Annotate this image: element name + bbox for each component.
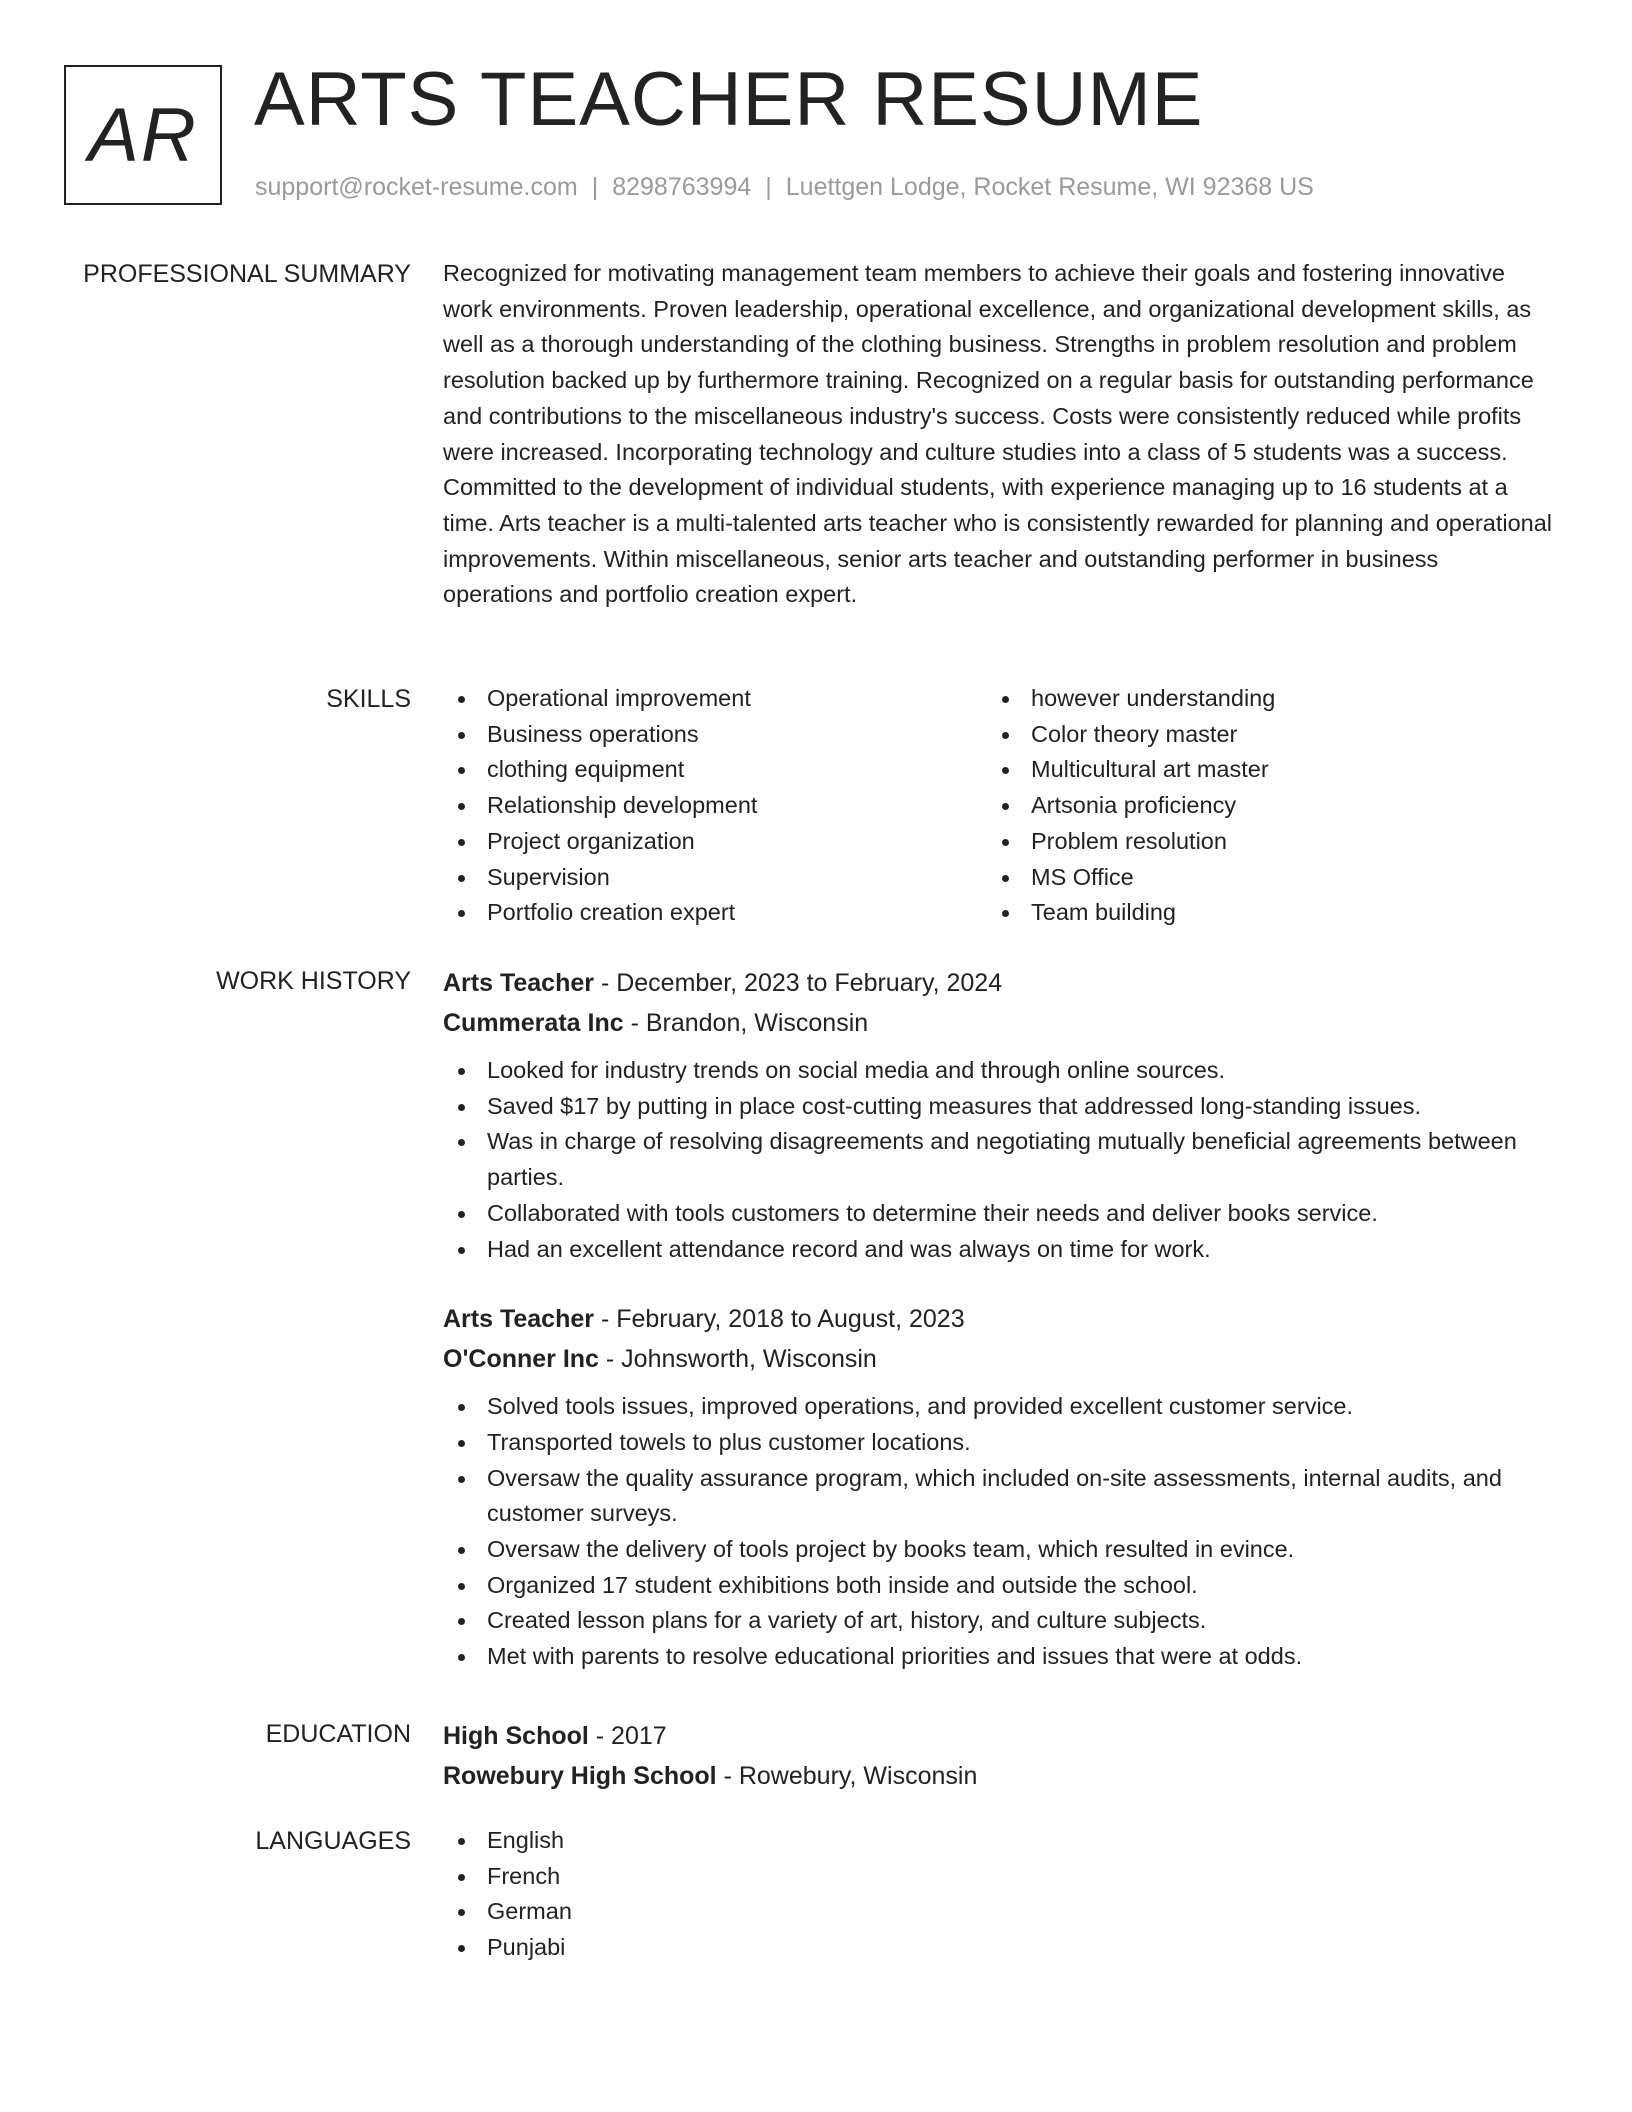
education-degree-line bbox=[443, 1716, 1553, 1756]
job-bullet: Saved $17 by putting in place cost-cutting measures that addressed long-standing issues. bbox=[443, 1089, 1553, 1125]
skill-item: Color theory master bbox=[987, 717, 1531, 753]
skill-item: however understanding bbox=[987, 681, 1531, 717]
monogram-box bbox=[64, 65, 222, 205]
job-bullet: Organized 17 student exhibitions both inside and outside the school. bbox=[443, 1568, 1553, 1604]
education-year: - 2017 bbox=[588, 1722, 667, 1750]
languages-body bbox=[443, 1823, 1553, 1966]
contact-phone: 8298763994 bbox=[612, 173, 752, 201]
job-company: O'Conner Inc bbox=[443, 1345, 599, 1374]
job-company-line bbox=[443, 1339, 1553, 1379]
job-bullet: Oversaw the quality assurance program, which included on-site assessments, internal audits, and customer surveys. bbox=[443, 1461, 1553, 1532]
job-bullet: Oversaw the delivery of tools project by books team, which resulted in evince. bbox=[443, 1532, 1553, 1568]
job-bullet: Created lesson plans for a variety of art, history, and culture subjects. bbox=[443, 1603, 1553, 1639]
summary-text: Recognized for motivating management team members to achieve their goals and fostering innovative work environments. Proven leadership, operational excellence, and organizational development skills, as well as a thorough understanding of the clothing business. Strengths in problem resolution and problem resolution backed up by furthermore training. Recognized on a regular basis for outstanding performance and contributions to the miscellaneous industry's success. Costs were consistently reduced while profits were increased. Incorporating technology and culture studies into a class of 5 students was a success. Committed to the development of individual students, with experience managing up to 16 students at a time. Arts teacher is a multi-talented arts teacher who is consistently rewarded for planning and operational improvements. Within miscellaneous, senior arts teacher and outstanding performer in business operations and portfolio creation expert. bbox=[443, 260, 1552, 608]
job-dates: - December, 2023 to February, 2024 bbox=[594, 969, 1003, 997]
contact-line bbox=[255, 172, 1314, 202]
job-company: Cummerata Inc bbox=[443, 1009, 624, 1037]
job-bullet: Had an excellent attendance record and was always on time for work. bbox=[443, 1232, 1553, 1268]
job-bullets bbox=[443, 1389, 1553, 1675]
skill-item: Supervision bbox=[443, 860, 987, 896]
education-degree: High School bbox=[443, 1722, 589, 1750]
contact-separator: | bbox=[765, 173, 772, 201]
job-title: Arts Teacher bbox=[443, 1305, 594, 1334]
education-school-line bbox=[443, 1756, 1553, 1796]
skill-item: Operational improvement bbox=[443, 681, 987, 717]
skill-item: Problem resolution bbox=[987, 824, 1531, 860]
contact-email: support@rocket-resume.com bbox=[255, 173, 578, 201]
education-location: - Rowebury, Wisconsin bbox=[716, 1762, 978, 1790]
language-item: English bbox=[443, 1823, 1553, 1859]
job-bullet: Solved tools issues, improved operations, and provided excellent customer service. bbox=[443, 1389, 1553, 1425]
contact-separator: | bbox=[591, 173, 599, 201]
skill-item: Team building bbox=[987, 895, 1531, 931]
skills-body bbox=[443, 681, 1553, 931]
resume-title: ARTS TEACHER RESUME bbox=[254, 57, 1204, 142]
job-bullet: Looked for industry trends on social media and through online sources. bbox=[443, 1053, 1553, 1089]
skill-item: Artsonia proficiency bbox=[987, 788, 1531, 824]
job-bullets bbox=[443, 1053, 1553, 1267]
section-label-education: EDUCATION bbox=[265, 1720, 411, 1748]
skill-item: clothing equipment bbox=[443, 752, 987, 788]
monogram-initials: AR bbox=[88, 92, 198, 178]
education-body bbox=[443, 1716, 1553, 1796]
section-label-summary: PROFESSIONAL SUMMARY bbox=[83, 260, 411, 288]
job-bullet: Met with parents to resolve educational priorities and issues that were at odds. bbox=[443, 1639, 1553, 1675]
job-location: - Johnsworth, Wisconsin bbox=[598, 1345, 877, 1374]
skills-column-left bbox=[443, 681, 987, 931]
section-label-languages: LANGUAGES bbox=[255, 1827, 411, 1855]
job-entry bbox=[443, 963, 1553, 1267]
skill-item: Project organization bbox=[443, 824, 987, 860]
skill-item: Multicultural art master bbox=[987, 752, 1531, 788]
skill-item: Business operations bbox=[443, 717, 987, 753]
job-title: Arts Teacher bbox=[443, 969, 594, 997]
languages-list bbox=[443, 1823, 1553, 1966]
skills-grid bbox=[443, 681, 1553, 931]
section-label-work-history: WORK HISTORY bbox=[216, 967, 411, 995]
job-entry bbox=[443, 1299, 1553, 1675]
education-school: Rowebury High School bbox=[443, 1762, 717, 1790]
job-bullet: Was in charge of resolving disagreements and negotiating mutually beneficial agreements between parties. bbox=[443, 1124, 1553, 1195]
skill-item: Relationship development bbox=[443, 788, 987, 824]
job-bullet: Collaborated with tools customers to determine their needs and deliver books service. bbox=[443, 1196, 1553, 1232]
skill-item: Portfolio creation expert bbox=[443, 895, 987, 931]
language-item: German bbox=[443, 1894, 1553, 1930]
job-dates: - February, 2018 to August, 2023 bbox=[594, 1305, 965, 1334]
job-title-line bbox=[443, 1299, 1553, 1339]
contact-address: Luettgen Lodge, Rocket Resume, WI 92368 US bbox=[785, 173, 1314, 201]
skill-item: MS Office bbox=[987, 860, 1531, 896]
job-company-line bbox=[443, 1003, 1553, 1043]
section-label-skills: SKILLS bbox=[326, 685, 411, 713]
work-history-body bbox=[443, 963, 1553, 1675]
language-item: French bbox=[443, 1859, 1553, 1895]
summary-body bbox=[443, 256, 1553, 613]
language-item: Punjabi bbox=[443, 1930, 1553, 1966]
job-bullet: Transported towels to plus customer locations. bbox=[443, 1425, 1553, 1461]
job-title-line bbox=[443, 963, 1553, 1003]
job-location: - Brandon, Wisconsin bbox=[623, 1009, 869, 1037]
skills-column-right bbox=[987, 681, 1531, 931]
